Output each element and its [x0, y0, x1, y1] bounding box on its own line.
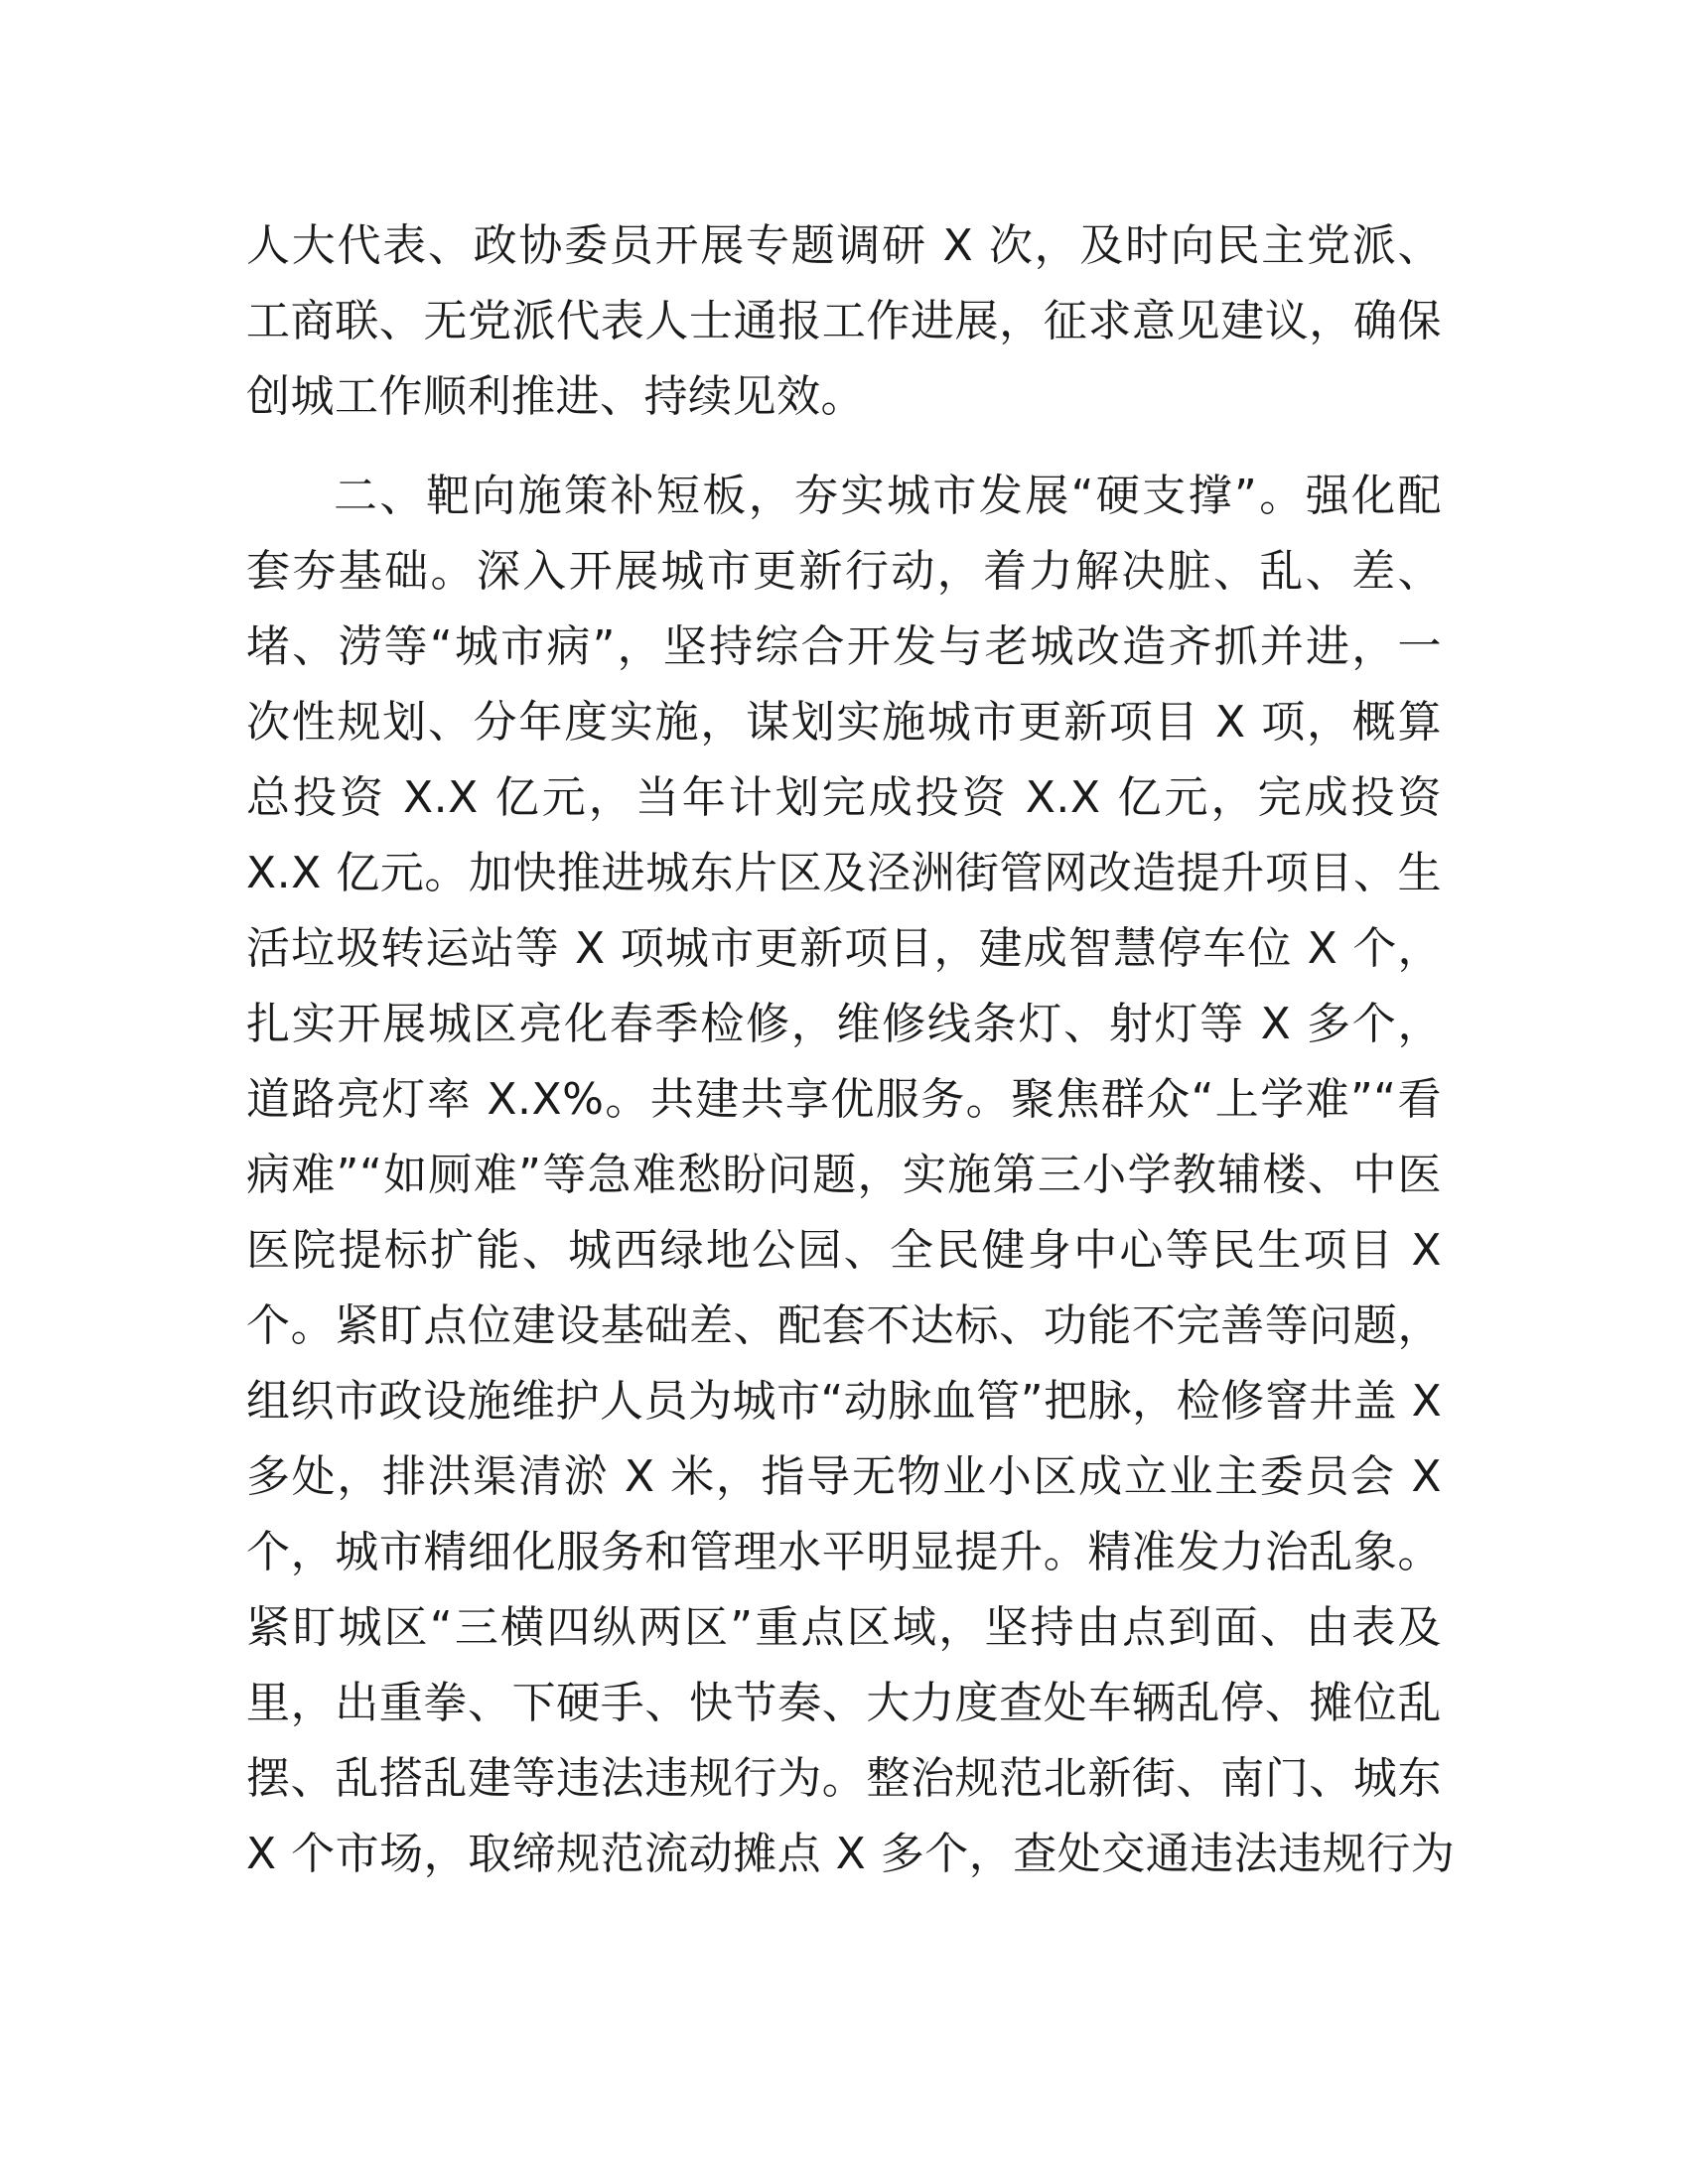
text-line: 创城工作顺利推进、持续见效。: [246, 371, 865, 422]
text-line: 紧盯城区“三横四纵两区”重点区域，坚持由点到面、由表及: [246, 1602, 1442, 1653]
text-line: 人大代表、政协委员开展专题调研 X 次，及时向民主党派、: [246, 220, 1442, 271]
text-line: 堵、涝等“城市病”，坚持综合开发与老城改造齐抓并进，一: [246, 621, 1442, 672]
paragraph-2: [246, 459, 1456, 1892]
text-line: 多处，排洪渠清淤 X 米，指导无物业小区成立业主委员会 X: [246, 1451, 1442, 1502]
text-line: 个。紧盯点位建设基础差、配套不达标、功能不完善等问题，: [246, 1300, 1442, 1351]
text-line: 道路亮灯率 X.X%。共建共享优服务。聚焦群众“上学难”“看: [246, 1074, 1442, 1125]
text-line: 组织市政设施维护人员为城市“动脉血管”把脉，检修窨井盖 X: [246, 1376, 1443, 1427]
text-line: 工商联、无党派代表人士通报工作进展，征求意见建议，确保: [246, 296, 1442, 346]
text-line: X 个市场，取缔规范流动摊点 X 多个，查处交通违法违规行为: [246, 1829, 1456, 1879]
text-line: 套夯基础。深入开展城市更新行动，着力解决脏、乱、差、: [246, 546, 1442, 597]
section-heading-line: 二、靶向施策补短板，夯实城市发展“硬支撑”。强化配: [334, 471, 1442, 521]
text-line: 扎实开展城区亮化春季检修，维修线条灯、射灯等 X 多个，: [246, 999, 1442, 1049]
paragraph-1: [246, 208, 1442, 435]
text-line: 摆、乱搭乱建等违法违规行为。整治规范北新街、南门、城东: [246, 1753, 1442, 1804]
text-line: 里，出重拳、下硬手、快节奏、大力度查处车辆乱停、摊位乱: [246, 1678, 1442, 1728]
text-line: 病难”“如厕难”等急难愁盼问题，实施第三小学教辅楼、中医: [246, 1150, 1442, 1200]
text-line: 活垃圾转运站等 X 项城市更新项目，建成智慧停车位 X 个，: [246, 923, 1442, 974]
text-line: 次性规划、分年度实施，谋划实施城市更新项目 X 项，概算: [246, 697, 1442, 748]
text-line: 总投资 X.X 亿元，当年计划完成投资 X.X 亿元，完成投资: [246, 772, 1442, 823]
text-line: 医院提标扩能、城西绿地公园、全民健身中心等民生项目 X: [246, 1225, 1442, 1276]
text-line: X.X 亿元。加快推进城东片区及泾洲街管网改造提升项目、生: [246, 848, 1442, 898]
text-line: 个，城市精细化服务和管理水平明显提升。精准发力治乱象。: [246, 1527, 1442, 1577]
